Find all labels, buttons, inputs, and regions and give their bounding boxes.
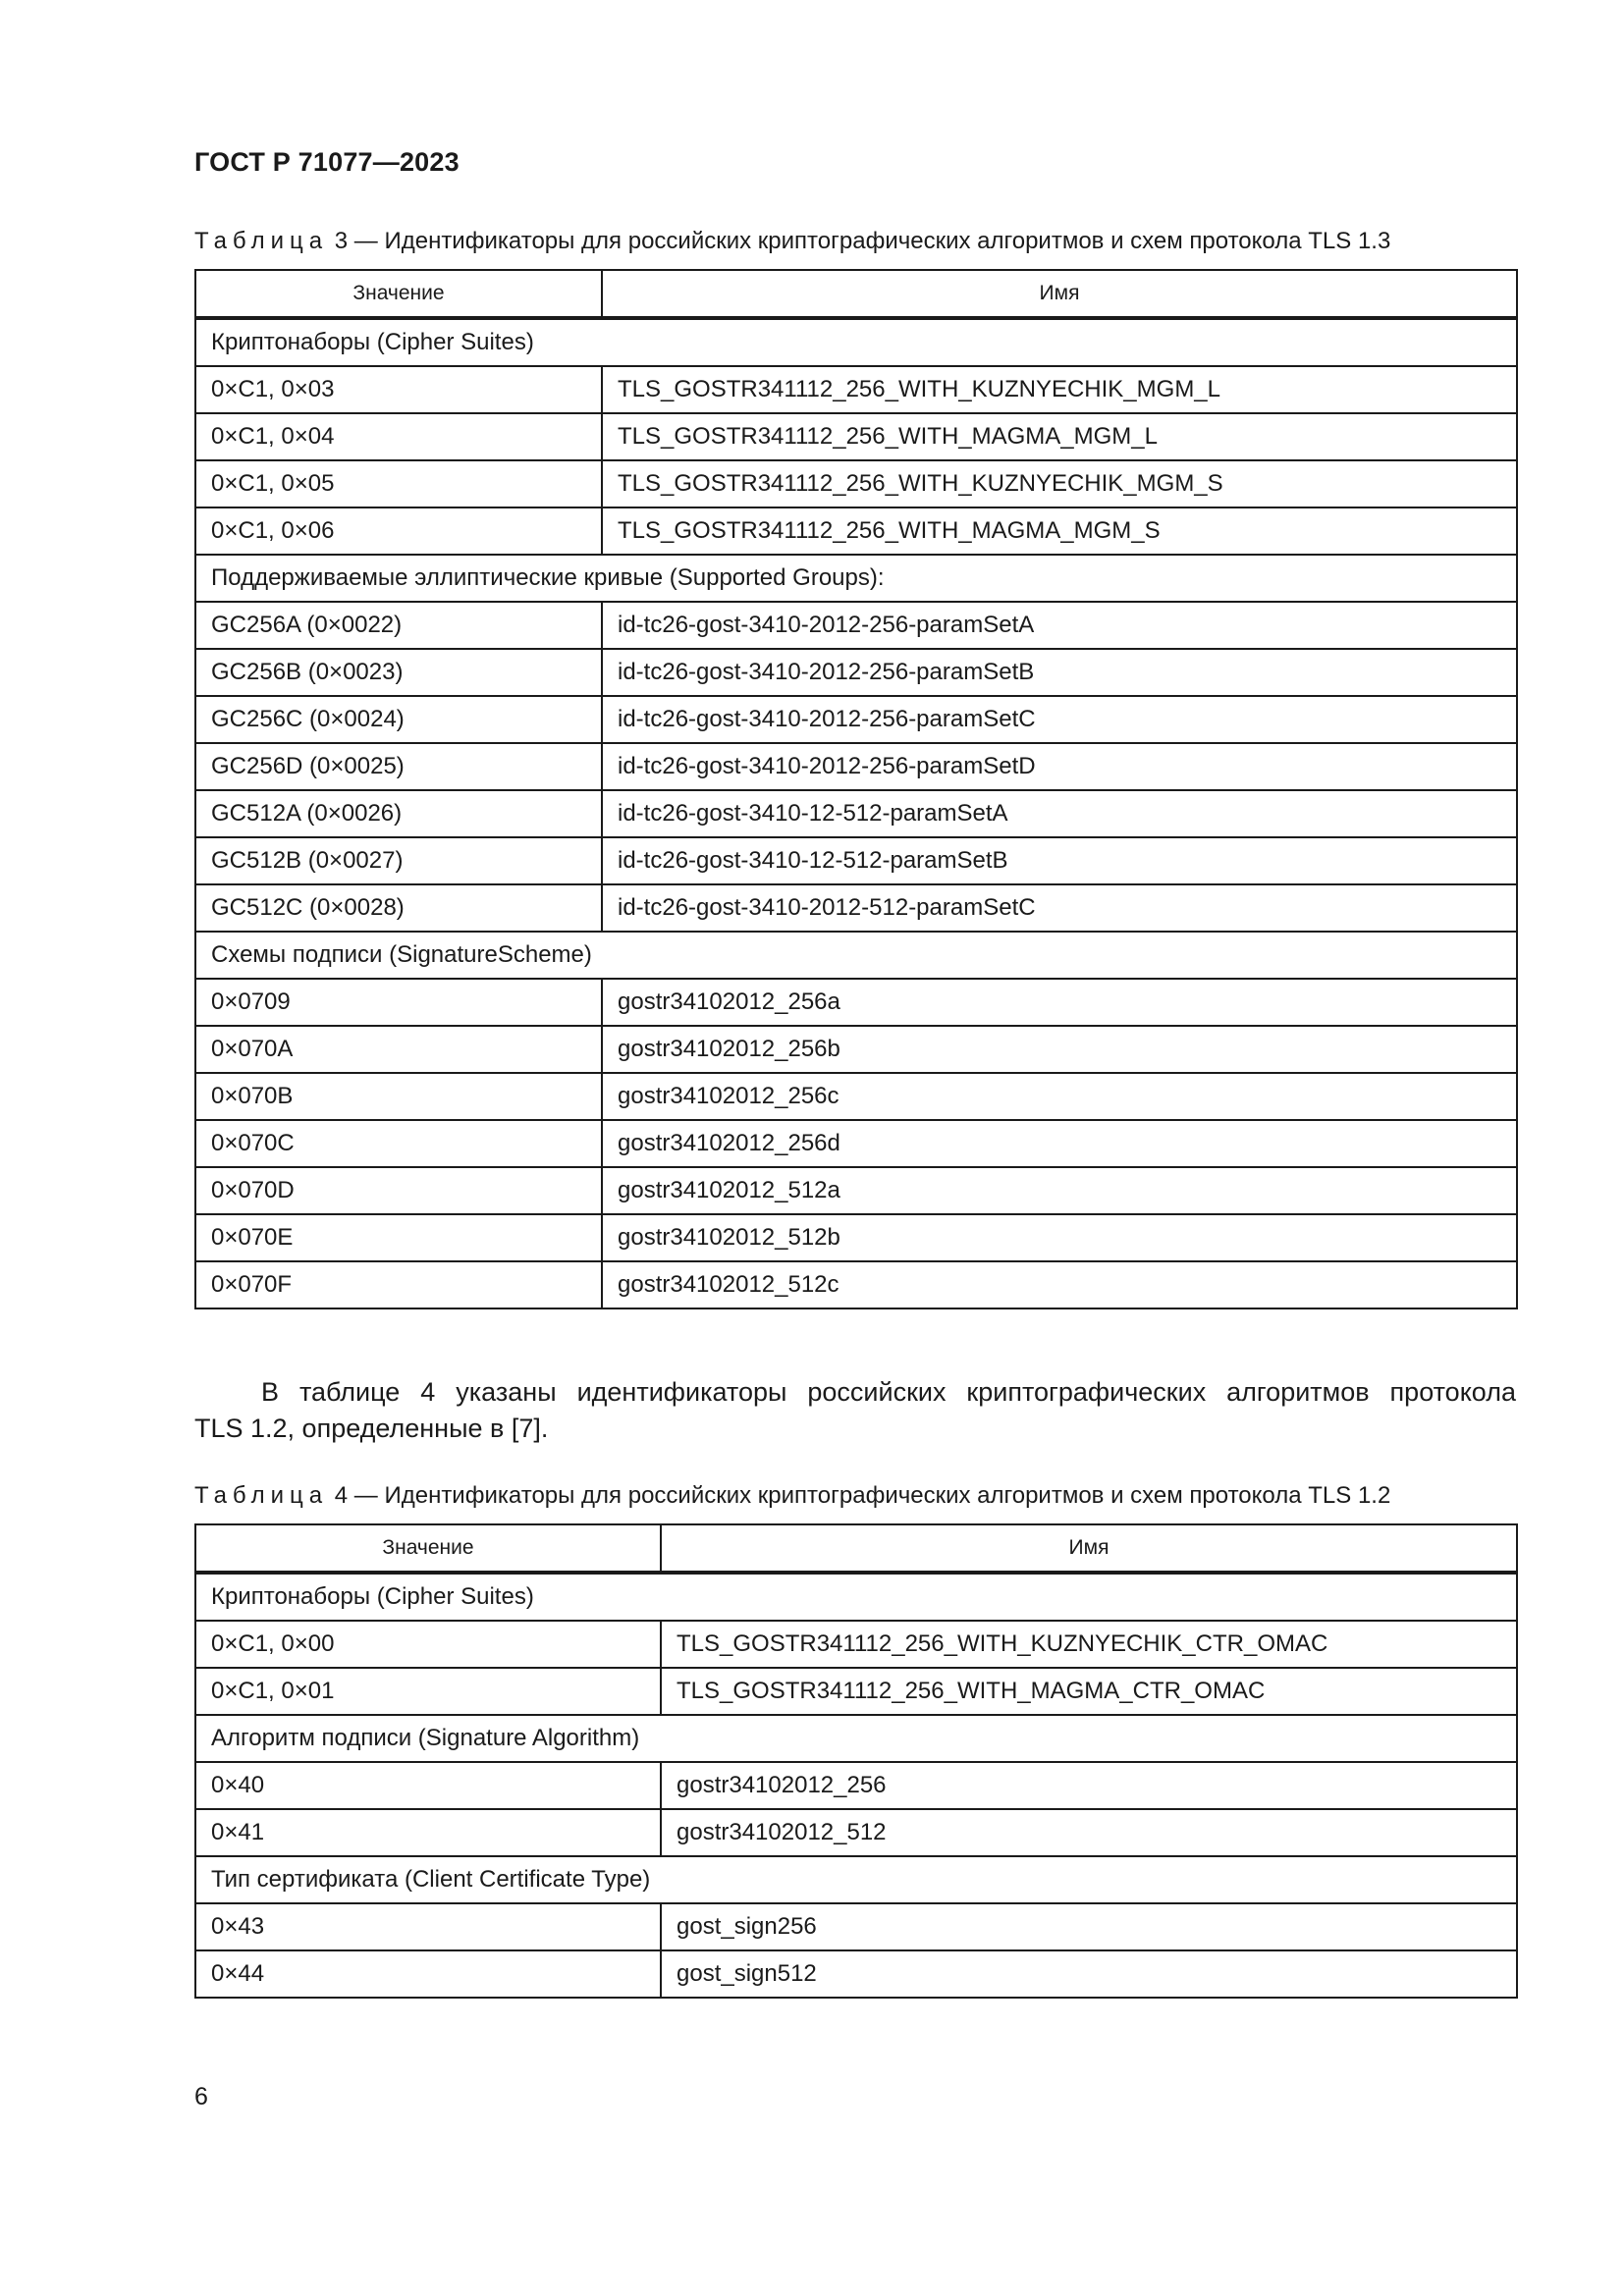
value-cell: 0×C1, 0×04	[195, 413, 602, 460]
name-cell: TLS_GOSTR341112_256_WITH_MAGMA_CTR_OMAC	[661, 1668, 1517, 1715]
table-3-caption	[194, 228, 1390, 255]
table-row	[195, 366, 1517, 413]
table-row	[195, 1120, 1517, 1167]
value-cell: 0×070A	[195, 1026, 602, 1073]
value-cell: 0×C1, 0×06	[195, 507, 602, 555]
value-cell: 0×070B	[195, 1073, 602, 1120]
value-cell: 0×070E	[195, 1214, 602, 1261]
table-section-row	[195, 318, 1517, 366]
table-4	[194, 1523, 1518, 1999]
name-cell: gostr34102012_512b	[602, 1214, 1517, 1261]
table-row	[195, 413, 1517, 460]
table-row	[195, 1809, 1517, 1856]
table-3-caption-word: Таблица	[194, 228, 329, 254]
name-cell: TLS_GOSTR341112_256_WITH_MAGMA_MGM_L	[602, 413, 1517, 460]
name-cell: TLS_GOSTR341112_256_WITH_KUZNYECHIK_CTR_OMAC	[661, 1621, 1517, 1668]
value-cell: 0×070F	[195, 1261, 602, 1308]
value-cell: GC512B (0×0027)	[195, 837, 602, 884]
value-cell: 0×C1, 0×03	[195, 366, 602, 413]
value-cell: GC256D (0×0025)	[195, 743, 602, 790]
section-title-cell: Алгоритм подписи (Signature Algorithm)	[195, 1715, 1517, 1762]
table-section-row	[195, 932, 1517, 979]
name-cell: gostr34102012_512a	[602, 1167, 1517, 1214]
name-cell: id-tc26-gost-3410-2012-256-paramSetD	[602, 743, 1517, 790]
table-row	[195, 1762, 1517, 1809]
section-title-cell: Схемы подписи (SignatureScheme)	[195, 932, 1517, 979]
value-cell: 0×C1, 0×01	[195, 1668, 661, 1715]
table-row	[195, 1668, 1517, 1715]
section-title-cell: Криптонаборы (Cipher Suites)	[195, 318, 1517, 366]
name-cell: gostr34102012_256	[661, 1762, 1517, 1809]
name-cell: gostr34102012_256a	[602, 979, 1517, 1026]
name-cell: gost_sign256	[661, 1903, 1517, 1950]
section-title-cell: Поддерживаемые эллиптические кривые (Supported Groups):	[195, 555, 1517, 602]
table-3	[194, 269, 1518, 1309]
table-row	[195, 1167, 1517, 1214]
name-cell: gostr34102012_256b	[602, 1026, 1517, 1073]
table-row	[195, 507, 1517, 555]
page-number: 6	[194, 2083, 208, 2110]
table-row	[195, 1903, 1517, 1950]
table-4-header-row	[195, 1524, 1517, 1573]
table-row	[195, 649, 1517, 696]
table-4-caption	[194, 1482, 1390, 1510]
name-cell: gostr34102012_256c	[602, 1073, 1517, 1120]
column-header-name: Имя	[602, 270, 1517, 318]
table-row	[195, 1214, 1517, 1261]
name-cell: id-tc26-gost-3410-2012-512-paramSetC	[602, 884, 1517, 932]
column-header-name: Имя	[661, 1524, 1517, 1573]
table-4-caption-word: Таблица	[194, 1482, 329, 1509]
table-row	[195, 743, 1517, 790]
table-row	[195, 1950, 1517, 1998]
value-cell: GC512C (0×0028)	[195, 884, 602, 932]
value-cell: GC256B (0×0023)	[195, 649, 602, 696]
table-row	[195, 884, 1517, 932]
value-cell: GC256A (0×0022)	[195, 602, 602, 649]
name-cell: TLS_GOSTR341112_256_WITH_KUZNYECHIK_MGM_L	[602, 366, 1517, 413]
table-4-caption-text: 4 — Идентификаторы для российских криптографических алгоритмов и схем протокола TLS 1.2	[328, 1482, 1391, 1509]
table-section-row	[195, 1715, 1517, 1762]
name-cell: gost_sign512	[661, 1950, 1517, 1998]
table-row	[195, 602, 1517, 649]
value-cell: 0×43	[195, 1903, 661, 1950]
section-title-cell: Тип сертификата (Client Certificate Type)	[195, 1856, 1517, 1903]
value-cell: 0×070C	[195, 1120, 602, 1167]
value-cell: GC512A (0×0026)	[195, 790, 602, 837]
table-row	[195, 979, 1517, 1026]
table-row	[195, 1026, 1517, 1073]
value-cell: 0×0709	[195, 979, 602, 1026]
table-row	[195, 696, 1517, 743]
name-cell: gostr34102012_512c	[602, 1261, 1517, 1308]
table-4-body	[195, 1573, 1517, 1998]
column-header-value: Значение	[195, 270, 602, 318]
value-cell: 0×C1, 0×00	[195, 1621, 661, 1668]
body-paragraph	[194, 1374, 1516, 1447]
value-cell: GC256C (0×0024)	[195, 696, 602, 743]
table-row	[195, 460, 1517, 507]
table-section-row	[195, 555, 1517, 602]
name-cell: id-tc26-gost-3410-12-512-paramSetA	[602, 790, 1517, 837]
value-cell: 0×41	[195, 1809, 661, 1856]
table-section-row	[195, 1856, 1517, 1903]
value-cell: 0×070D	[195, 1167, 602, 1214]
table-section-row	[195, 1573, 1517, 1621]
paragraph-line-1: В таблице 4 указаны идентификаторы российских криптографических алгоритмов протокола	[261, 1377, 1516, 1407]
table-row	[195, 1073, 1517, 1120]
name-cell: id-tc26-gost-3410-12-512-paramSetB	[602, 837, 1517, 884]
table-3-header-row	[195, 270, 1517, 318]
table-3-body	[195, 318, 1517, 1308]
name-cell: TLS_GOSTR341112_256_WITH_MAGMA_MGM_S	[602, 507, 1517, 555]
column-header-value: Значение	[195, 1524, 661, 1573]
name-cell: id-tc26-gost-3410-2012-256-paramSetB	[602, 649, 1517, 696]
table-row	[195, 837, 1517, 884]
value-cell: 0×44	[195, 1950, 661, 1998]
page-header-standard-id: ГОСТ Р 71077—2023	[194, 147, 460, 177]
table-3-caption-text: 3 — Идентификаторы для российских криптографических алгоритмов и схем протокола TLS 1.3	[328, 228, 1391, 254]
name-cell: gostr34102012_256d	[602, 1120, 1517, 1167]
section-title-cell: Криптонаборы (Cipher Suites)	[195, 1573, 1517, 1621]
name-cell: TLS_GOSTR341112_256_WITH_KUZNYECHIK_MGM_S	[602, 460, 1517, 507]
table-row	[195, 1621, 1517, 1668]
table-row	[195, 1261, 1517, 1308]
paragraph-line-2: TLS 1.2, определенные в [7].	[194, 1414, 549, 1443]
table-row	[195, 790, 1517, 837]
value-cell: 0×C1, 0×05	[195, 460, 602, 507]
name-cell: id-tc26-gost-3410-2012-256-paramSetA	[602, 602, 1517, 649]
name-cell: gostr34102012_512	[661, 1809, 1517, 1856]
value-cell: 0×40	[195, 1762, 661, 1809]
name-cell: id-tc26-gost-3410-2012-256-paramSetC	[602, 696, 1517, 743]
